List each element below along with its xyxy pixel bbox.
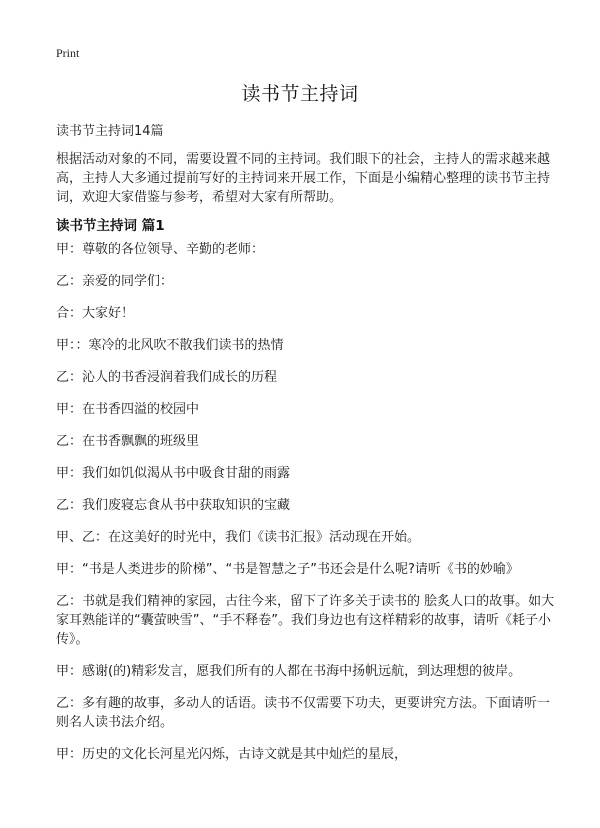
dialogue-list	[56, 240, 556, 777]
print-label: Print	[56, 46, 80, 60]
dialogue-line: 甲：感谢(的)精彩发言，愿我们所有的人都在书海中扬帆远航，到达理想的彼岸。	[56, 664, 522, 679]
document-subtitle: 读书节主持词14篇	[56, 124, 164, 139]
dialogue-line: 乙：亲爱的同学们：	[56, 274, 174, 289]
dialogue-line: 乙：沁人的书香浸润着我们成长的历程	[56, 370, 278, 385]
dialogue-line: 乙：多有趣的故事，多动人的话语。读书不仅需要下功夫，更要讲究方法。下面请听一则名人读书法介绍。	[56, 696, 551, 730]
dialogue-line: 乙：在书香飘飘的班级里	[56, 434, 200, 449]
dialogue-line: 甲：我们如饥似渴从书中吸食甘甜的雨露	[56, 466, 291, 481]
dialogue-line: 甲：尊敬的各位领导、辛勤的老师：	[56, 242, 265, 257]
dialogue-line: 乙：我们废寝忘食从书中获取知识的宝藏	[56, 498, 291, 513]
dialogue-line: 甲：在书香四溢的校园中	[56, 402, 200, 417]
section-heading: 读书节主持词 篇1	[56, 218, 165, 234]
dialogue-line: 甲：“书是人类进步的阶梯”、“书是智慧之子”书还会是什么呢?请听《书的妙喻》	[56, 562, 519, 577]
dialogue-line: 甲：历史的文化长河星光闪烁，古诗文就是其中灿烂的星辰，	[56, 747, 408, 762]
document-title: 读书节主持词	[241, 83, 359, 105]
dialogue-line: 合：大家好！	[56, 306, 135, 321]
dialogue-line: 乙：书就是我们精神的家园，古往今来，留下了许多关于读书的 脍炙人口的故事。如大家耳熟能详的“囊萤映雪”、“手不释卷”。我们身边也有这样精彩的故事，请听《耗子小传》。	[56, 594, 555, 647]
dialogue-line: 甲、乙：在这美好的时光中，我们《读书汇报》活动现在开始。	[56, 530, 421, 545]
dialogue-line: 甲：：寒冷的北风吹不散我们读书的热情	[56, 338, 284, 353]
intro-paragraph: 根据活动对象的不同，需要设置不同的主持词。我们眼下的社会，主持人的需求越来越高，主持人大多通过提前写好的主持词来开展工作，下面是小编精心整理的读书节主持词，欢迎大家借鉴与参考，希望对大家有所帮助。	[56, 152, 551, 205]
